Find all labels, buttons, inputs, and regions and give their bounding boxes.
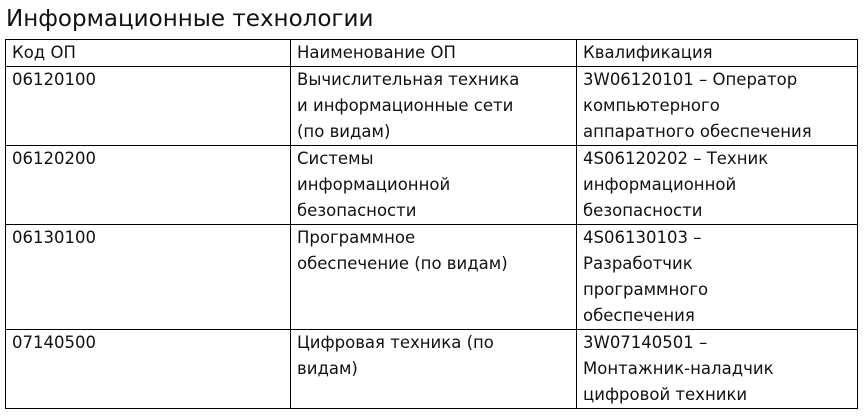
cell-name-text: Цифровая техника (по видам) <box>297 333 494 378</box>
cell-code <box>6 67 291 146</box>
cell-qualification-text: 3W07140501 – Монтажник-наладчик цифровой техники <box>583 333 774 404</box>
cell-qualification <box>577 330 858 409</box>
cell-qualification <box>577 225 858 330</box>
table-row <box>6 146 858 225</box>
document-title: Информационные технологии <box>6 6 374 32</box>
cell-name <box>291 67 577 146</box>
cell-name-text: Вычислительная техника и информационные сети (по видам) <box>297 70 520 141</box>
cell-code-text: 06120200 <box>12 149 96 168</box>
cell-name <box>291 146 577 225</box>
cell-code-text: 07140500 <box>12 333 96 352</box>
header-code: Код ОП <box>6 40 291 67</box>
table-row <box>6 225 858 330</box>
table-row <box>6 67 858 146</box>
cell-qualification-text: 3W06120101 – Оператор компьютерного аппаратного обеспечения <box>583 70 812 141</box>
cell-code-text: 06120100 <box>12 70 96 89</box>
programs-table <box>5 39 858 409</box>
cell-qualification <box>577 67 858 146</box>
cell-code <box>6 330 291 409</box>
cell-qualification-text: 4S06120202 – Техник информационной безопасности <box>583 149 769 220</box>
cell-name <box>291 330 577 409</box>
cell-code <box>6 225 291 330</box>
cell-code <box>6 146 291 225</box>
cell-name-text: Системы информационной безопасности <box>297 149 451 220</box>
cell-name <box>291 225 577 330</box>
table-row <box>6 330 858 409</box>
table-header-row <box>6 40 858 67</box>
cell-qualification <box>577 146 858 225</box>
cell-code-text: 06130100 <box>12 228 96 247</box>
header-qualification: Квалификация <box>577 40 858 67</box>
cell-name-text: Программное обеспечение (по видам) <box>297 228 508 273</box>
cell-qualification-text: 4S06130103 – Разработчик программного обеспечения <box>583 228 709 325</box>
header-name: Наименование ОП <box>291 40 577 67</box>
